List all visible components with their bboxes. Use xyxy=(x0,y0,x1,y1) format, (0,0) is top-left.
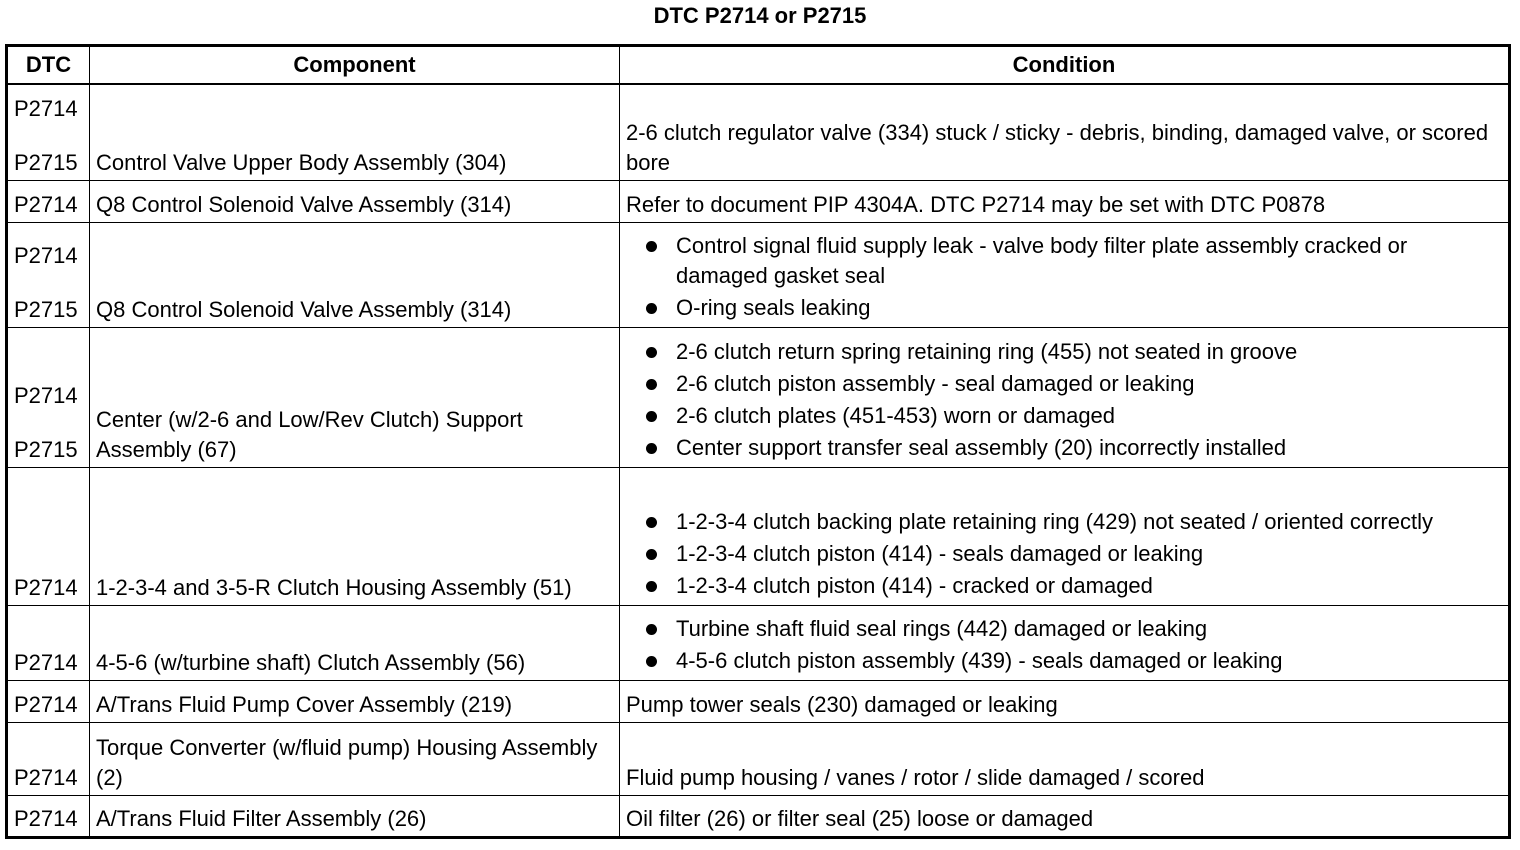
condition-list xyxy=(626,507,1502,601)
condition-cell: Oil filter (26) or filter seal (25) loose or damaged xyxy=(620,795,1510,837)
condition-cell xyxy=(620,605,1510,680)
table-row xyxy=(7,795,1510,837)
bullet-icon xyxy=(646,624,657,635)
condition-list xyxy=(626,614,1502,676)
dtc-code: P2714 xyxy=(14,691,78,717)
dtc-code: P2714 xyxy=(14,242,78,268)
list-item: 2-6 clutch piston assembly - seal damaged or leaking xyxy=(626,369,1502,399)
dtc-cell xyxy=(7,84,90,180)
header-component: Component xyxy=(90,46,620,85)
component-cell: Q8 Control Solenoid Valve Assembly (314) xyxy=(90,180,620,222)
bullet-icon xyxy=(646,241,657,252)
table-header-row xyxy=(7,46,1510,85)
bullet-icon xyxy=(646,303,657,314)
list-item: O-ring seals leaking xyxy=(626,293,1502,323)
bullet-icon xyxy=(646,347,657,358)
page-title: DTC P2714 or P2715 xyxy=(653,3,867,28)
component-cell: 4-5-6 (w/turbine shaft) Clutch Assembly (56) xyxy=(90,605,620,680)
list-item: 2-6 clutch return spring retaining ring (455) not seated in groove xyxy=(626,337,1502,367)
dtc-cell xyxy=(7,795,90,837)
bullet-icon xyxy=(646,443,657,454)
table-row xyxy=(7,467,1510,605)
bullet-icon xyxy=(646,517,657,528)
condition-cell: 2-6 clutch regulator valve (334) stuck / sticky - debris, binding, damaged valve, or scored bore xyxy=(620,84,1510,180)
table-row xyxy=(7,84,1510,180)
list-item: Turbine shaft fluid seal rings (442) damaged or leaking xyxy=(626,614,1502,644)
condition-cell xyxy=(620,467,1510,605)
bullet-icon xyxy=(646,411,657,422)
dtc-cell xyxy=(7,605,90,680)
table-row xyxy=(7,680,1510,722)
header-dtc: DTC xyxy=(7,46,90,85)
list-item: 1-2-3-4 clutch piston (414) - cracked or damaged xyxy=(626,571,1502,601)
dtc-code: P2715 xyxy=(14,296,78,322)
list-item: Control signal fluid supply leak - valve body filter plate assembly cracked or damaged gasket seal xyxy=(626,231,1502,291)
dtc-cell xyxy=(7,222,90,327)
condition-list xyxy=(626,231,1502,323)
table-row xyxy=(7,180,1510,222)
dtc-cell xyxy=(7,722,90,795)
dtc-cell xyxy=(7,327,90,467)
condition-cell: Refer to document PIP 4304A. DTC P2714 may be set with DTC P0878 xyxy=(620,180,1510,222)
component-cell: Center (w/2-6 and Low/Rev Clutch) Support Assembly (67) xyxy=(90,327,620,467)
component-cell: A/Trans Fluid Filter Assembly (26) xyxy=(90,795,620,837)
dtc-cell xyxy=(7,467,90,605)
table-row xyxy=(7,605,1510,680)
dtc-cell xyxy=(7,680,90,722)
list-item: 1-2-3-4 clutch backing plate retaining ring (429) not seated / oriented correctly xyxy=(626,507,1502,537)
dtc-code: P2714 xyxy=(14,191,78,217)
table-row xyxy=(7,327,1510,467)
dtc-table xyxy=(5,44,1511,839)
bullet-icon xyxy=(646,379,657,390)
dtc-code: P2714 xyxy=(14,805,78,831)
dtc-cell xyxy=(7,180,90,222)
component-cell: Control Valve Upper Body Assembly (304) xyxy=(90,84,620,180)
list-item: Center support transfer seal assembly (20) incorrectly installed xyxy=(626,433,1502,463)
bullet-icon xyxy=(646,549,657,560)
bullet-icon xyxy=(646,581,657,592)
list-item: 1-2-3-4 clutch piston (414) - seals damaged or leaking xyxy=(626,539,1502,569)
header-condition: Condition xyxy=(620,46,1510,85)
table-row xyxy=(7,722,1510,795)
condition-cell xyxy=(620,222,1510,327)
condition-cell xyxy=(620,327,1510,467)
dtc-code: P2714 xyxy=(14,649,78,675)
bullet-icon xyxy=(646,656,657,667)
dtc-code: P2714 xyxy=(14,382,78,408)
table-row xyxy=(7,222,1510,327)
list-item: 4-5-6 clutch piston assembly (439) - seals damaged or leaking xyxy=(626,646,1502,676)
condition-cell: Pump tower seals (230) damaged or leaking xyxy=(620,680,1510,722)
component-cell: Q8 Control Solenoid Valve Assembly (314) xyxy=(90,222,620,327)
component-cell: Torque Converter (w/fluid pump) Housing Assembly (2) xyxy=(90,722,620,795)
dtc-code: P2714 xyxy=(14,764,78,790)
condition-cell: Fluid pump housing / vanes / rotor / slide damaged / scored xyxy=(620,722,1510,795)
component-cell: 1-2-3-4 and 3-5-R Clutch Housing Assembly (51) xyxy=(90,467,620,605)
list-item: 2-6 clutch plates (451-453) worn or damaged xyxy=(626,401,1502,431)
dtc-code: P2714 xyxy=(14,574,78,600)
component-cell: A/Trans Fluid Pump Cover Assembly (219) xyxy=(90,680,620,722)
dtc-code: P2715 xyxy=(14,149,78,175)
dtc-code: P2715 xyxy=(14,436,78,462)
condition-list xyxy=(626,337,1502,463)
dtc-code: P2714 xyxy=(14,95,78,121)
